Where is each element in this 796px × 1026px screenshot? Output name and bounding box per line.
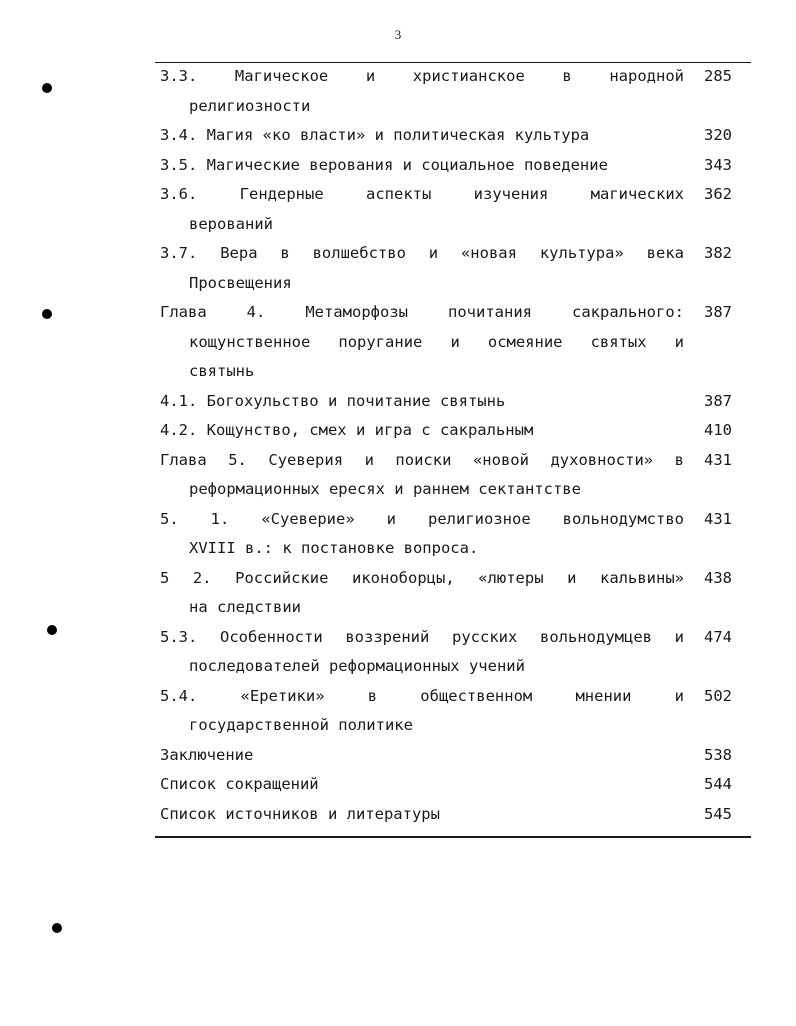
toc-entry-title-continuation: религиозности: [189, 96, 311, 115]
page-number: 3: [394, 27, 402, 42]
toc-entry: [160, 623, 732, 682]
toc-entry-title: Список источников и литературы: [160, 804, 440, 823]
punch-hole-mark: [47, 625, 57, 635]
toc-entry-page: 431: [704, 509, 732, 528]
toc-entry-title-continuation: верований: [189, 214, 273, 233]
toc-entry-page: 387: [704, 303, 732, 321]
punch-hole-mark: [42, 309, 52, 319]
toc-entry: [160, 151, 732, 181]
toc-entry-title: 4.1. Богохульство и почитание святынь: [160, 391, 506, 410]
toc-entry: [160, 741, 732, 771]
toc-entry-title: Заключение: [160, 745, 254, 764]
toc-entry-title: 3.6. Гендерные аспекты изучения магических: [160, 185, 684, 203]
toc-entry: [160, 446, 732, 505]
toc-entry-title-continuation: Просвещения: [189, 273, 292, 292]
toc-entry-title: 3.3. Магическое и христианское в народной: [160, 67, 684, 85]
punch-hole-mark: [42, 83, 52, 93]
toc-entry-title-continuation: святынь: [189, 362, 255, 380]
toc-entry-title-continuation: государственной политике: [189, 716, 413, 734]
punch-hole-mark: [52, 923, 62, 933]
toc-entry-page: 538: [704, 745, 732, 764]
toc-entry-page: 320: [704, 126, 732, 144]
toc-entry: [160, 682, 732, 741]
toc-entry-title: Глава 4. Метаморфозы почитания сакрального:: [160, 303, 684, 321]
toc-entry-title-continuation: кощунственное поругание и осмеяние святых и: [189, 332, 684, 351]
toc-entry-page: 438: [704, 568, 732, 587]
toc-entry-title-continuation: XVIII в.: к постановке вопроса.: [189, 539, 479, 557]
toc-entry-title: 5 2. Российские иконоборцы, «лютеры и кальвины»: [160, 568, 684, 587]
toc-entry-title: Список сокращений: [160, 775, 319, 793]
toc-entry-page: 544: [704, 775, 732, 793]
toc-entry-title-continuation: последователей реформационных учений: [189, 657, 525, 675]
toc-entry-page: 362: [704, 185, 732, 203]
toc-entry-page: 545: [704, 804, 732, 823]
toc-entry: [160, 239, 732, 298]
toc-entry-title: 4.2. Кощунство, смех и игра с сакральным: [160, 421, 534, 439]
toc-entry: [160, 387, 732, 417]
toc-entry-title-continuation: на следствии: [189, 598, 301, 616]
toc-entry: [160, 180, 732, 239]
bottom-rule: [155, 836, 751, 838]
toc-entry: [160, 298, 732, 387]
toc-entry-page: 474: [704, 627, 732, 646]
toc-entry-title: 5.4. «Еретики» в общественном мнении и: [160, 686, 684, 705]
toc-entry: [160, 564, 732, 623]
toc-entry: [160, 62, 732, 121]
toc-entry-title: 5.3. Особенности воззрений русских вольнодумцев и: [160, 627, 684, 646]
toc-entry-title: 3.7. Вера в волшебство и «новая культура» века: [160, 244, 684, 262]
toc-entry-title: 3.4. Магия «ко власти» и политическая культура: [160, 126, 590, 144]
toc-entry-title: 3.5. Магические верования и социальное поведение: [160, 155, 608, 174]
toc-entry-page: 285: [704, 67, 732, 85]
toc-entry: [160, 800, 732, 830]
toc-entry-page: 382: [704, 244, 732, 262]
toc-entry-title: 5. 1. «Суеверие» и религиозное вольнодумство: [160, 509, 684, 528]
toc-entry: [160, 770, 732, 800]
table-of-contents: [160, 62, 732, 829]
toc-entry: [160, 505, 732, 564]
toc-entry-title-continuation: реформационных ересях и раннем сектантстве: [189, 480, 581, 498]
toc-entry-page: 502: [704, 686, 732, 705]
toc-entry-page: 410: [704, 421, 732, 439]
toc-entry: [160, 121, 732, 151]
toc-entry-page: 431: [704, 450, 732, 469]
toc-entry-page: 343: [704, 155, 732, 174]
toc-entry-page: 387: [704, 391, 732, 410]
toc-entry: [160, 416, 732, 446]
toc-entry-title: Глава 5. Суеверия и поиски «новой духовности» в: [160, 450, 684, 469]
